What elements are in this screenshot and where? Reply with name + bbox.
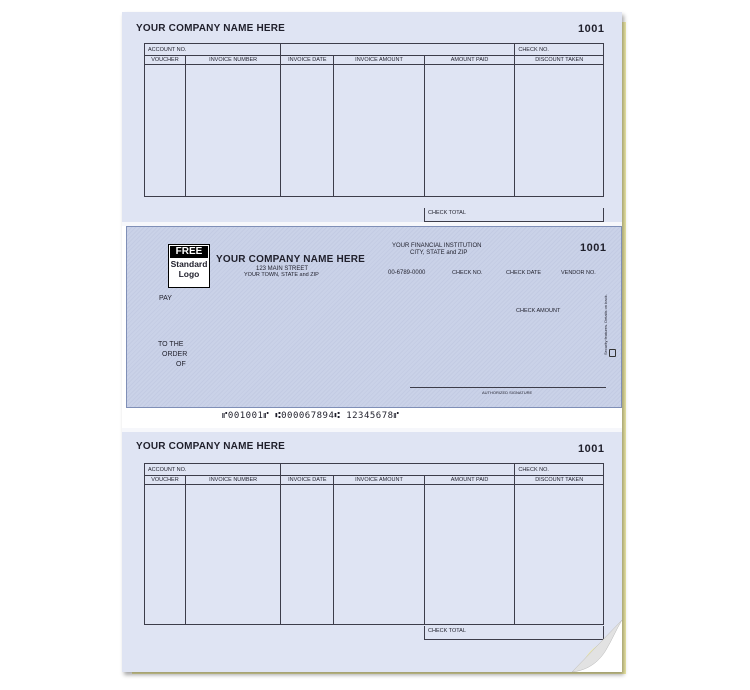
col-voucher: VOUCHER: [145, 476, 186, 485]
order-label: ORDER: [162, 351, 188, 358]
page-curl-icon: [572, 620, 622, 672]
check-date-label: CHECK DATE: [506, 270, 542, 276]
check-no-cell: CHECK NO.: [515, 464, 604, 476]
signature-label: AUTHORIZED SIGNATURE: [482, 390, 533, 395]
col-amount-paid: AMOUNT PAID: [424, 476, 515, 485]
security-features-text: Security features. Details on back.: [603, 294, 608, 355]
check-no-label: CHECK NO.: [452, 270, 483, 276]
stub-check-number: 1001: [578, 443, 605, 455]
check-total-box: CHECK TOTAL: [424, 208, 604, 222]
account-no-cell: ACCOUNT NO.: [145, 464, 281, 476]
col-invoice-number: INVOICE NUMBER: [185, 56, 281, 65]
micr-line: ⑈001001⑈ ⑆000067894⑆ 12345678⑈: [222, 411, 400, 421]
company-city: YOUR TOWN, STATE and ZIP: [244, 272, 319, 278]
col-invoice-amount: INVOICE AMOUNT: [334, 476, 425, 485]
col-amount-paid: AMOUNT PAID: [424, 56, 515, 65]
routing-fraction: 00-6789-0000: [388, 270, 426, 276]
account-no-value: [281, 44, 515, 56]
col-discount-taken: DISCOUNT TAKEN: [515, 476, 604, 485]
vendor-no-label: VENDOR NO.: [561, 270, 596, 276]
col-voucher: VOUCHER: [145, 56, 186, 65]
col-invoice-number: INVOICE NUMBER: [185, 476, 281, 485]
check-number: 1001: [580, 242, 607, 254]
voucher-table: [144, 463, 604, 625]
check-company-name: YOUR COMPANY NAME HERE: [216, 254, 366, 265]
col-invoice-date: INVOICE DATE: [281, 56, 334, 65]
table-body: [145, 65, 604, 197]
voucher-table: [144, 43, 604, 197]
account-no-cell: ACCOUNT NO.: [145, 44, 281, 56]
col-invoice-date: INVOICE DATE: [281, 476, 334, 485]
table-body: [145, 485, 604, 625]
account-no-value: [281, 464, 515, 476]
lock-icon: [609, 349, 616, 357]
stub-company-name: YOUR COMPANY NAME HERE: [136, 441, 286, 452]
stub-check-number: 1001: [578, 23, 605, 35]
col-discount-taken: DISCOUNT TAKEN: [515, 56, 604, 65]
pay-label: PAY: [159, 295, 172, 302]
company-street: 123 MAIN STREET: [256, 266, 309, 272]
check-total-box: CHECK TOTAL: [424, 626, 604, 640]
logo-placeholder: FREE Standard Logo: [168, 244, 210, 288]
signature-line: [410, 387, 606, 388]
bank-name: YOUR FINANCIAL INSTITUTION: [392, 243, 482, 249]
of-label: OF: [176, 361, 186, 368]
bottom-voucher-stub: [122, 432, 622, 672]
col-invoice-amount: INVOICE AMOUNT: [334, 56, 425, 65]
check-amount-label: CHECK AMOUNT: [516, 308, 561, 314]
stub-company-name: YOUR COMPANY NAME HERE: [136, 23, 286, 34]
top-voucher-stub: [122, 12, 622, 222]
check-no-cell: CHECK NO.: [515, 44, 604, 56]
bank-city: CITY, STATE and ZIP: [410, 250, 468, 256]
to-the-label: TO THE: [158, 341, 184, 348]
